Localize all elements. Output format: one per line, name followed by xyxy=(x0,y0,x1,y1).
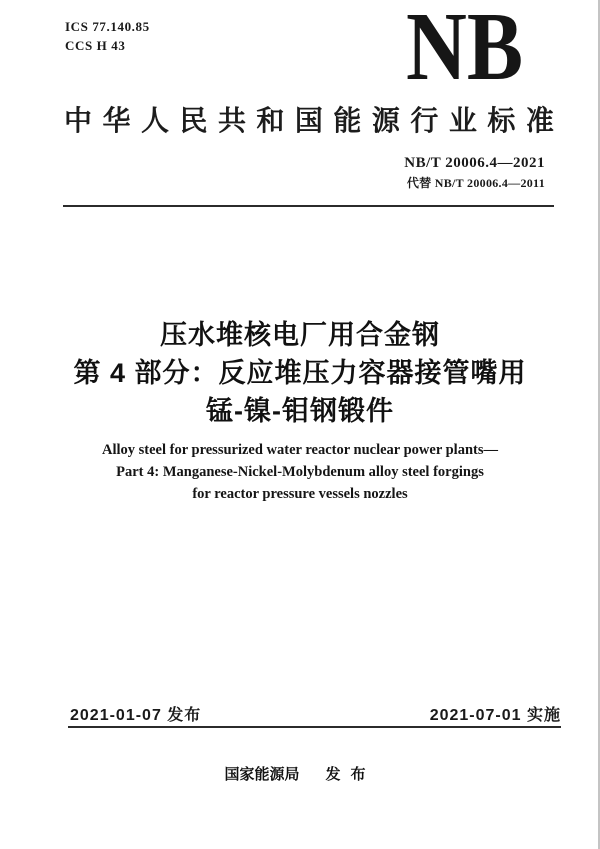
standard-number: NB/T 20006.4—2021 xyxy=(404,155,545,171)
title-zh-line-1: 压水堆核电厂用合金钢 xyxy=(160,320,440,350)
classification-codes xyxy=(65,17,150,55)
header-divider xyxy=(63,205,554,207)
standard-type-heading: 中 华 人 民 共 和 国 能 源 行 业 标 准 xyxy=(64,105,554,136)
issue-date: 2021-01-07 发布 xyxy=(70,707,202,724)
publisher-name: 国家能源局 xyxy=(224,766,300,783)
title-en xyxy=(0,439,600,505)
title-zh xyxy=(0,316,600,430)
footer-divider xyxy=(68,726,561,728)
title-zh-line-3: 锰-镍-钼钢锻件 xyxy=(206,396,394,426)
implementation-date: 2021-07-01 实施 xyxy=(429,707,561,724)
publish-word: 发布 xyxy=(325,766,376,783)
title-en-line-1: Alloy steel for pressurized water reactor nuclear power plants— xyxy=(101,442,498,458)
title-zh-line-2: 第 4 部分：反应堆压力容器接管嘴用 xyxy=(73,358,527,388)
ics-code: ICS 77.140.85 xyxy=(65,19,150,34)
ccs-code: CCS H 43 xyxy=(65,38,126,53)
title-en-line-2: Part 4: Manganese-Nickel-Molybdenum alloy steel forgings xyxy=(116,464,484,480)
publisher-line xyxy=(0,765,600,785)
replaced-standard-note: 代替 NB/T 20006.4—2011 xyxy=(406,176,545,190)
title-en-line-3: for reactor pressure vessels nozzles xyxy=(192,486,408,502)
nb-logo: NB xyxy=(405,0,523,101)
